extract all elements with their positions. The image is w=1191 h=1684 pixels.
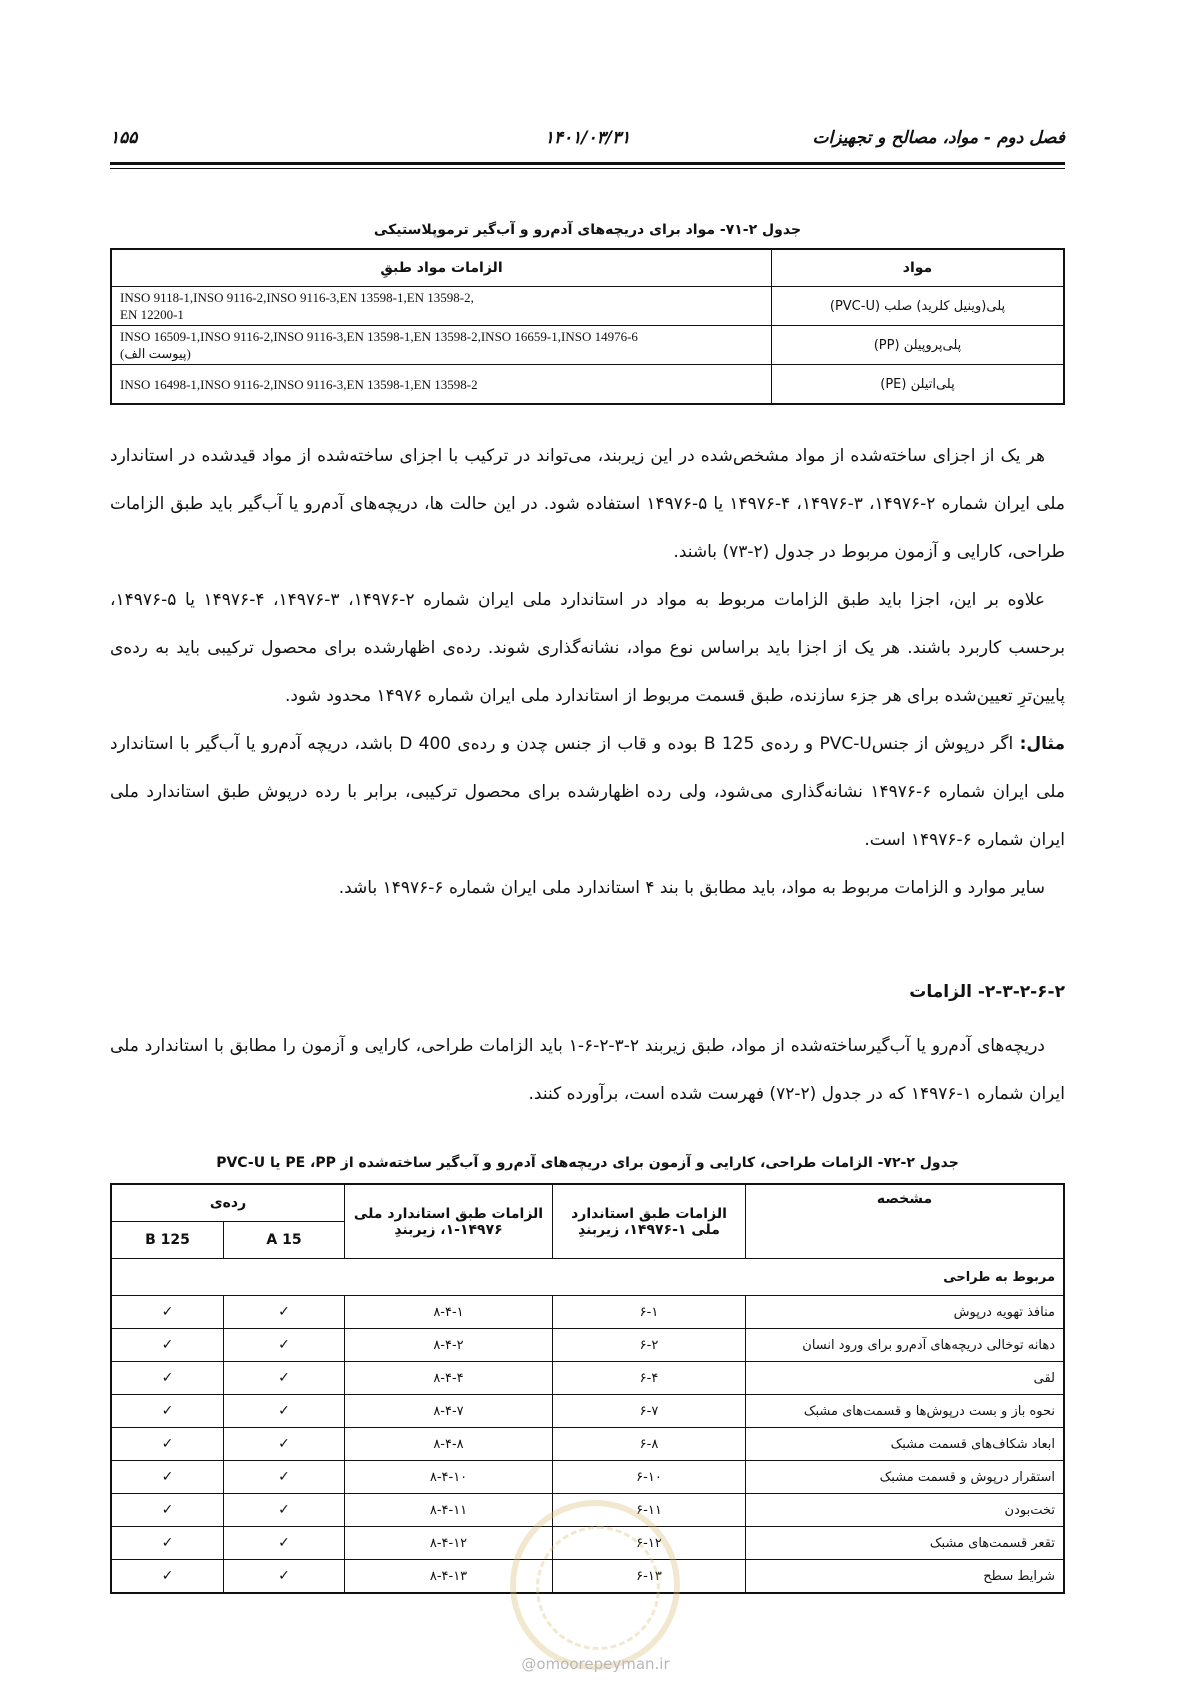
b125-check: ✓ xyxy=(111,1527,224,1560)
header-rule-thin xyxy=(110,168,1065,169)
table1-caption: جدول ۲-۷۱- مواد برای دریچه‌های آدم‌رو و آب‌گیر ترموپلاستیکی xyxy=(373,222,802,238)
spec-cell: دهانه توخالی دریچه‌های آدم‌رو برای ورود انسان xyxy=(746,1329,1065,1362)
std2-cell: ۸-۴-۱۳ xyxy=(345,1560,553,1594)
table-row xyxy=(111,1362,1064,1395)
spec-cell: تخت‌بودن xyxy=(746,1494,1065,1527)
table-row xyxy=(111,1395,1064,1428)
req-line: INSO 9118-1,INSO 9116-2,INSO 9116-3,EN 13598-1,EN 13598-2, xyxy=(120,290,474,305)
std1-cell: ۶-۱۱ xyxy=(553,1494,746,1527)
spec-cell: لقی xyxy=(746,1362,1065,1395)
paragraph: سایر موارد و الزامات مربوط به مواد، باید مطابق با بند ۴ استاندارد ملی ایران شماره ۶-۱۴۹۷۶ باشد. xyxy=(338,878,1045,898)
col-b125: B 125 xyxy=(111,1222,224,1259)
example-paragraph xyxy=(110,720,1065,864)
col-std2-line: الزامات طبق استاندارد ملی xyxy=(353,1205,544,1222)
std2-cell: ۸-۴-۱ xyxy=(345,1296,553,1329)
requirements-cell xyxy=(111,365,772,405)
col-std1 xyxy=(553,1184,746,1259)
spec-cell: ابعاد شکاف‌های قسمت مشبک xyxy=(746,1428,1065,1461)
col-std2 xyxy=(345,1184,553,1259)
spec-cell: نحوه باز و بست درپوش‌ها و قسمت‌های مشبک xyxy=(746,1395,1065,1428)
material-cell: پلی(وینیل کلرید) صلب (PVC-U) xyxy=(772,287,1065,326)
std1-cell: ۶-۱۰ xyxy=(553,1461,746,1494)
b125-check: ✓ xyxy=(111,1560,224,1594)
b125-check: ✓ xyxy=(111,1494,224,1527)
col-std2-line: ۱-۱۴۹۷۶، زیربندِ xyxy=(394,1221,503,1238)
std2-cell: ۸-۴-۴ xyxy=(345,1362,553,1395)
b125-check: ✓ xyxy=(111,1296,224,1329)
std2-cell: ۸-۴-۱۰ xyxy=(345,1461,553,1494)
a15-check: ✓ xyxy=(224,1461,345,1494)
table-row xyxy=(111,1296,1064,1329)
body-text-1 xyxy=(110,432,1065,912)
a15-check: ✓ xyxy=(224,1428,345,1461)
example-text: اگر درپوش از جنسPVC-U و رده‌ی B 125 بوده و قاب از جنس چدن و رده‌ی D 400 باشد، دریچه آدم‌رو یا آب‌گیر با استاندارد ملی ایران شماره ۶-۱۴۹۷۶ نشانه‌گذاری می‌شود، ولی رده اظهارشده برای محصول ترکیبی، برابر با رده درپوش طبق استاندارد ملی ایران شماره ۶-۱۴۹۷۶ است. xyxy=(110,734,1065,850)
a15-check: ✓ xyxy=(224,1296,345,1329)
b125-check: ✓ xyxy=(111,1329,224,1362)
table-row xyxy=(111,1428,1064,1461)
req-line: (پیوست الف) xyxy=(120,346,191,361)
col-material: مواد xyxy=(772,249,1065,287)
watermark-text: @omoorepeyman.ir xyxy=(521,1655,670,1673)
page-number: ۱۵۵ xyxy=(110,128,138,148)
std1-cell: ۶-۷ xyxy=(553,1395,746,1428)
materials-table xyxy=(110,248,1065,405)
col-class: رده‌ی xyxy=(111,1184,345,1222)
std2-cell: ۸-۴-۲ xyxy=(345,1329,553,1362)
b125-check: ✓ xyxy=(111,1461,224,1494)
col-std1-line: ملی ۱-۱۴۹۷۶، زیربندِ xyxy=(578,1221,720,1238)
std1-cell: ۶-۱۳ xyxy=(553,1560,746,1594)
a15-check: ✓ xyxy=(224,1527,345,1560)
paragraph: هر یک از اجزای ساخته‌شده از مواد مشخص‌شده در این زیربند، می‌تواند در ترکیب با اجزای ساخته‌شده از مواد قیدشده در استاندارد ملی ایران شماره ۲-۱۴۹۷۶، ۳-۱۴۹۷۶، ۴-۱۴۹۷۶ یا ۵-۱۴۹۷۶ استفاده شود. در این حالت ها، دریچه‌های آدم‌رو یا آب‌گیر باید طبق الزامات طراحی، کارایی و آزمون مربوط در جدول (۲-۷۳) باشند. xyxy=(110,446,1066,562)
section-row xyxy=(111,1259,1064,1296)
a15-check: ✓ xyxy=(224,1329,345,1362)
table2-caption: جدول ۲-۷۲- الزامات طراحی، کارایی و آزمون برای دریچه‌های آدم‌رو و آب‌گیر ساخته‌شده از PE ،PP یا PVC-U xyxy=(216,1155,959,1171)
b125-check: ✓ xyxy=(111,1428,224,1461)
material-cell: پلی‌اتیلن (PE) xyxy=(772,365,1065,405)
paragraph: علاوه بر این، اجزا باید طبق الزامات مربوط به مواد در استاندارد ملی ایران شماره ۲-۱۴۹۷۶، ۳-۱۴۹۷۶، ۴-۱۴۹۷۶ یا ۵-۱۴۹۷۶، برحسب کاربرد باشند. هر یک از اجزا باید براساس نوع مواد، نشانه‌گذاری شوند. رده‌ی اظهارشده برای محصول ترکیبی باید به رده‌ی پایین‌ترِ تعیین‌شده برای هر جزء سازنده، طبق قسمت مربوط از استاندارد ملی ایران شماره ۱۴۹۷۶ محدود شود. xyxy=(110,590,1065,706)
chapter-title: فصل دوم - مواد، مصالح و تجهیزات xyxy=(812,128,1065,148)
a15-check: ✓ xyxy=(224,1362,345,1395)
std2-cell: ۸-۴-۱۱ xyxy=(345,1494,553,1527)
std1-cell: ۶-۱ xyxy=(553,1296,746,1329)
req-line: INSO 16498-1,INSO 9116-2,INSO 9116-3,EN 13598-1,EN 13598-2 xyxy=(120,376,478,392)
material-cell: پلی‌پروپیلن (PP) xyxy=(772,326,1065,365)
std1-cell: ۶-۴ xyxy=(553,1362,746,1395)
b125-check: ✓ xyxy=(111,1395,224,1428)
table-row xyxy=(111,326,1064,365)
section-heading: ۲-۳-۲-۶-۲- الزامات xyxy=(909,982,1065,1002)
example-label: مثال: xyxy=(1019,734,1065,754)
req-line: INSO 16509-1,INSO 9116-2,INSO 9116-3,EN 13598-1,EN 13598-2,INSO 16659-1,INSO 14976-6 xyxy=(120,329,638,344)
requirements-cell xyxy=(111,326,772,365)
col-a15: A 15 xyxy=(224,1222,345,1259)
paragraph: دریچه‌های آدم‌رو یا آب‌گیرساخته‌شده از مواد، طبق زیربند ۲-۳-۲-۶-۱ باید الزامات طراحی، کارایی و آزمون را مطابق با استاندارد ملی ایران شماره ۱-۱۴۹۷۶ که در جدول (۲-۷۲) فهرست شده است، برآورده کنند. xyxy=(110,1036,1065,1104)
body-text-2 xyxy=(110,1022,1065,1118)
col-requirements: الزامات مواد طبقِ xyxy=(111,249,772,287)
table-row xyxy=(111,287,1064,326)
a15-check: ✓ xyxy=(224,1494,345,1527)
col-std1-line: الزامات طبق استاندارد xyxy=(571,1205,727,1222)
std2-cell: ۸-۴-۷ xyxy=(345,1395,553,1428)
table-row xyxy=(111,1461,1064,1494)
a15-check: ✓ xyxy=(224,1560,345,1594)
header-rule xyxy=(110,162,1065,165)
req-line: EN 12200-1 xyxy=(120,307,184,322)
std2-cell: ۸-۴-۱۲ xyxy=(345,1527,553,1560)
std2-cell: ۸-۴-۸ xyxy=(345,1428,553,1461)
spec-cell: استقرار درپوش و قسمت مشبک xyxy=(746,1461,1065,1494)
std1-cell: ۶-۱۲ xyxy=(553,1527,746,1560)
spec-cell: شرایط سطح xyxy=(746,1560,1065,1594)
std1-cell: ۶-۲ xyxy=(553,1329,746,1362)
table-row xyxy=(111,365,1064,405)
requirements-cell xyxy=(111,287,772,326)
b125-check: ✓ xyxy=(111,1362,224,1395)
std1-cell: ۶-۸ xyxy=(553,1428,746,1461)
page-header xyxy=(110,128,1065,158)
table-row xyxy=(111,1329,1064,1362)
col-spec: مشخصه xyxy=(746,1184,1065,1259)
watermark-seal xyxy=(510,1500,680,1670)
spec-cell: تقعر قسمت‌های مشبک xyxy=(746,1527,1065,1560)
header-date: ۱۴۰۱/۰۳/۳۱ xyxy=(544,128,631,148)
section-label: مربوط به طراحی xyxy=(111,1259,1064,1296)
spec-cell: منافذ تهویه درپوش xyxy=(746,1296,1065,1329)
a15-check: ✓ xyxy=(224,1395,345,1428)
